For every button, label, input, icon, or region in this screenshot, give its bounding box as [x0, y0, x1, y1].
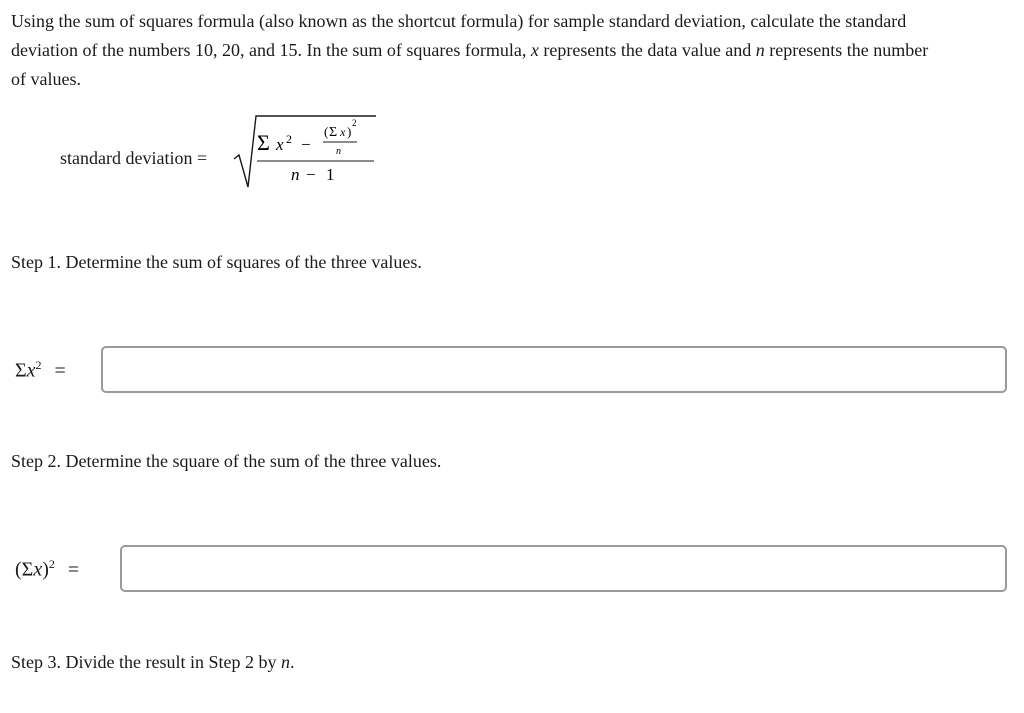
standard-deviation-formula [60, 112, 400, 192]
question-line-1: Using the sum of squares formula (also known as the shortcut formula) for sample standard deviation, calculate the standard [11, 11, 907, 31]
inner-x: x [340, 125, 346, 139]
denominator-one: 1 [326, 165, 335, 184]
question-line-2c: represents the number [764, 40, 929, 60]
square-of-sum-equals: = [67, 558, 80, 581]
question-line-2b: represents the data value and [538, 40, 756, 60]
step-3-text [11, 652, 294, 673]
square-of-sum-label [15, 557, 79, 582]
formula-expression [230, 112, 380, 192]
square-of-sum-lparen: ( [15, 558, 22, 581]
step-2-text: Step 2. Determine the square of the sum of the three values. [11, 451, 442, 471]
numerator-x-exponent: 2 [286, 132, 292, 146]
square-of-sum-rparen: ) [42, 558, 49, 581]
sum-of-squares-sigma: Σ [15, 359, 27, 382]
variable-x: x [530, 40, 539, 60]
sum-of-squares-exponent: 2 [35, 358, 42, 372]
inner-rparen: ) [347, 124, 352, 139]
question-line-2a: deviation of the numbers 10, 20, and 15. In the sum of squares formula, [11, 40, 531, 60]
step-3-variable-n: n [280, 652, 290, 672]
step-3-prefix: Step 3. Divide the result in Step 2 by [11, 652, 281, 672]
denominator-n: n [291, 165, 300, 184]
square-of-sum-sigma: Σ [21, 558, 34, 581]
sum-of-squares-input[interactable] [101, 346, 1007, 393]
step-1-text: Step 1. Determine the sum of squares of the three values. [11, 252, 422, 272]
inner-exponent: 2 [352, 118, 357, 128]
question-text [11, 7, 1017, 94]
step-3-suffix: . [289, 652, 295, 672]
denominator-minus: − [306, 165, 316, 184]
sum-of-squares-equals: = [54, 359, 66, 382]
variable-n: n [755, 40, 765, 60]
numerator-sigma: Σ [257, 130, 270, 155]
formula-label: standard deviation = [60, 148, 208, 168]
square-of-sum-input[interactable] [120, 545, 1007, 592]
inner-lparen: ( [324, 124, 329, 139]
square-of-sum-exponent: 2 [48, 557, 55, 571]
numerator-minus: − [301, 135, 311, 154]
sum-of-squares-x: x [26, 359, 36, 382]
square-of-sum-x: x [33, 558, 43, 581]
question-line-3: of values. [11, 69, 81, 89]
inner-sigma: Σ [329, 125, 338, 140]
inner-denominator-n: n [336, 146, 341, 157]
numerator-x: x [276, 135, 284, 154]
sum-of-squares-label [15, 358, 66, 383]
